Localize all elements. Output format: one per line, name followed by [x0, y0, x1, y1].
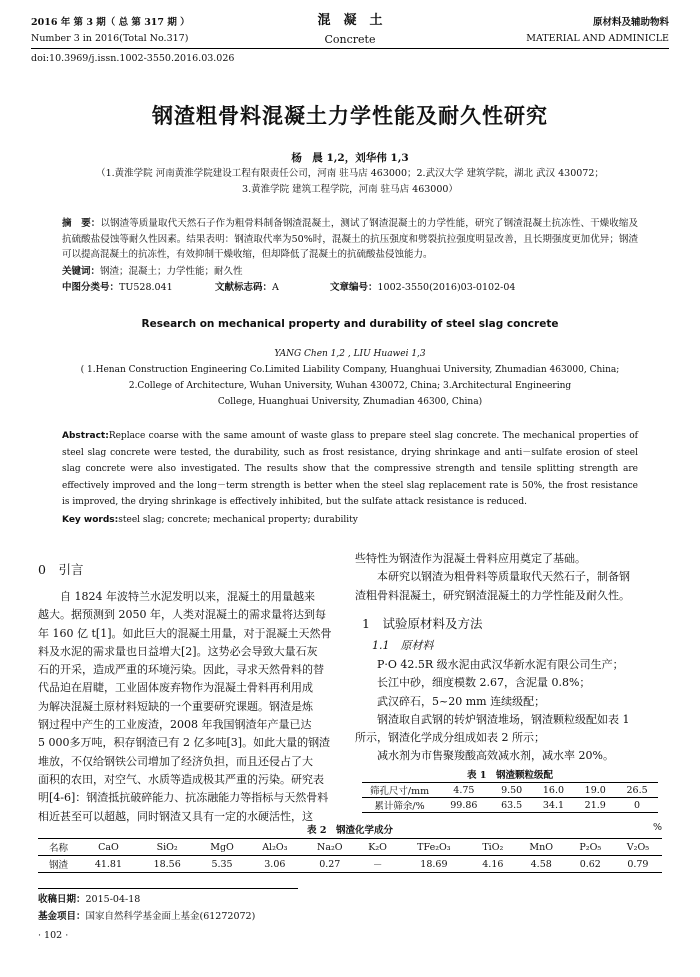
affiliation-cn-2: 3.黄淮学院 建筑工程学院，河南 驻马店 463000）	[242, 184, 458, 195]
section-1-1-heading: 1.1 原材料	[372, 639, 434, 652]
section-0-line: 料及水泥的需求量也日益增大[2]。这势必会导致大量石灰	[38, 644, 318, 658]
material-gravel: 武汉碎石，5~20 mm 连续级配；	[377, 694, 546, 708]
keywords-cn	[62, 264, 638, 280]
journal-issue-en: Number 3 in 2016(Total No.317)	[31, 33, 189, 44]
english-affiliation-2: 2.College of Architecture, Wuhan University, Wuhan 430072, China; 3.Architectural Engineering	[128, 381, 572, 391]
authors-cn: 杨 晨 1,2，刘华伟 1,3	[291, 152, 409, 164]
english-affiliation-3: College, Huanghuai University, Zhumadian 46300, China)	[217, 397, 483, 407]
table-1-cell: 0	[634, 799, 641, 811]
section-0-line: 相近甚至可以超越，同时钢渣又具有一定的水硬活性，这	[38, 809, 313, 823]
table-2-header-cell: MgO	[210, 841, 234, 853]
table-2-header-cell: TFe₂O₃	[417, 841, 451, 853]
table-2-cell: 0.27	[319, 858, 341, 870]
table-2-cell: 5.35	[211, 858, 233, 870]
article-number	[330, 280, 515, 295]
right-line-1: 些特性为钢渣作为混凝土骨料应用奠定了基础。	[355, 552, 586, 565]
abstract-cn-text: 以钢渣等质量取代天然石子作为粗骨料制备钢渣混凝土，测试了钢渣混凝土的力学性能，研究了钢渣混凝土抗冻性、干燥收缩及抗硫酸盐侵蚀等耐久性因素。结果表明：钢渣取代率为50%时，混凝土的抗压强度和劈裂抗拉强度明显改善，且长期强度更加优异；钢渣可以提高混凝土的抗冻性，有效抑制干燥收缩，但却降低了混凝土的抗硫酸盐侵蚀能力。	[62, 218, 638, 260]
english-abstract-label: Abstract:	[62, 431, 109, 441]
table-2-header-cell: 名称	[49, 843, 69, 854]
table-2-header-cell: V₂O₅	[626, 841, 650, 853]
table-2-header-cell: P₂O₅	[579, 841, 602, 853]
fund-label: 基金项目：	[38, 911, 86, 922]
table-1	[362, 782, 658, 813]
english-keywords	[62, 512, 638, 529]
journal-name-cn: 混 凝 土	[317, 13, 383, 28]
table-1-cell: 累计筛余/%	[374, 801, 425, 812]
abstract-cn-label: 摘 要：	[62, 218, 101, 229]
section-0-line: 年 160 亿 t[1]。如此巨大的混凝土用量，对于混凝土天然骨	[38, 626, 332, 640]
table-2-cell: 钢渣	[49, 860, 69, 871]
clc-label: 中图分类号：	[62, 282, 120, 293]
keywords-cn-label: 关键词：	[62, 266, 101, 277]
received-value: 2015-04-18	[85, 894, 141, 905]
right-column-body	[355, 550, 660, 605]
section-0-line: 明[4-6]：钢渣抵抗破碎能力、抗冻融能力等指标与天然骨料	[38, 791, 329, 805]
table-2-cell: 3.06	[264, 858, 286, 870]
english-authors: YANG Chen 1,2 , LIU Huawei 1,3	[274, 349, 426, 359]
section-name-cn: 原材料及辅助物料	[592, 17, 669, 28]
clc-value: TU528.041	[119, 282, 173, 293]
english-keywords-label: Key words:	[62, 515, 119, 525]
fund-value: 国家自然科学基金面上基金(61272072)	[85, 911, 256, 922]
section-name-en: MATERIAL AND ADMINICLE	[526, 33, 669, 44]
table-1-cell: 筛孔尺寸/mm	[369, 786, 430, 797]
table-1-row	[362, 798, 658, 813]
table-2-cell: －	[372, 860, 383, 871]
journal-issue-cn: 2016 年 第 3 期（ 总 第 317 期 ）	[31, 17, 190, 28]
article-number-value: 1002-3550(2016)03-0102-04	[377, 282, 516, 293]
article-number-label: 文章编号：	[330, 282, 378, 293]
section-0-heading: 0 引言	[38, 562, 84, 577]
table-2-header-row	[38, 839, 662, 856]
table-1-cell: 63.5	[501, 799, 523, 811]
section-0-line: 5 000多万吨，积存钢渣已有 2 亿多吨[3]。如此大量的钢渣	[38, 736, 331, 750]
abstract-cn	[62, 216, 638, 263]
section-0-line: 堆放，不仅给钢铁公司增加了经济负担，而且还侵占了大	[38, 754, 313, 768]
clc	[62, 280, 173, 295]
table-1-cell: 9.50	[501, 784, 523, 796]
section-0-line: 石的开采，造成严重的环境污染。因此，寻求天然骨料的替	[38, 663, 324, 677]
section-0-body	[38, 588, 343, 826]
fund	[38, 909, 255, 924]
table-2-cell: 0.62	[579, 858, 601, 870]
section-0-line: 自 1824 年波特兰水泥发明以来，混凝土的用量越来	[60, 590, 315, 603]
keywords-cn-text: 钢渣；混凝土；力学性能；耐久性	[100, 266, 243, 277]
doc-code-value: A	[272, 282, 279, 293]
footnote-rule	[38, 888, 298, 889]
doc-code	[215, 280, 279, 295]
journal-name-en: Concrete	[324, 33, 376, 46]
table-2-header-cell: Al₂O₃	[262, 841, 288, 853]
table-2-cell: 4.58	[530, 858, 552, 870]
materials-list	[355, 656, 660, 766]
table-2-cell: 4.16	[482, 858, 504, 870]
material-sand: 长江中砂，细度模数 2.67，含泥量 0.8%；	[377, 676, 591, 690]
table-1-cell: 21.9	[584, 799, 606, 811]
affiliation-cn-1: （1.黄淮学院 河南黄淮学院建设工程有限责任公司，河南 驻马店 463000；2.武汉大学 建筑学院，湖北 武汉 430072；	[96, 168, 604, 179]
table-1-cell: 16.0	[542, 784, 565, 796]
material-cement: P·O 42.5R 级水泥由武汉华新水泥有限公司生产；	[377, 658, 624, 671]
received-label: 收稿日期：	[38, 894, 86, 905]
table-1-cell: 19.0	[584, 784, 606, 796]
table-2-header-cell: TiO₂	[482, 841, 504, 853]
english-affiliation-1: ( 1.Henan Construction Engineering Co.Limited Liability Company, Huanghuai University, Zhumadian 463000, China;	[80, 365, 620, 375]
table-2-row	[38, 856, 662, 873]
section-0-line: 越大。据预测到 2050 年，人类对混凝土的需求量将达到每	[38, 608, 326, 622]
table-1-cell: 26.5	[626, 784, 648, 796]
english-abstract-text: Replace coarse with the same amount of waste glass to prepare steel slag concrete. The mechanical properties of steel slag concrete were tested, the durability, such as frost resistance, drying shrinkage and anti－sulfate erosion of steel slag concrete were also investigated. The results show that the compressive strength and tensile splitting strength are effectively improved and the long－term strength is better when the steel slag replacement rate is 50%, the frost resistance is improved, the drying shrinkage is effectively inhibited, but the sulfate attack resistance is reduced.	[62, 431, 638, 507]
header-rule	[31, 48, 669, 49]
table-2	[38, 838, 662, 873]
received-date	[38, 892, 140, 907]
material-slag-cont: 所示，钢渣化学成分组成如表 2 所示；	[355, 731, 545, 745]
section-0-line: 代品迫在眉睫，工业固体废弃物作为混凝土骨料再利用成	[38, 681, 313, 695]
table-2-cell: 18.56	[153, 858, 181, 870]
section-0-line: 面积的农田，对空气、水质等造成极其严重的污染。研究表	[38, 772, 324, 786]
table-2-cell: 41.81	[94, 858, 123, 870]
table-1-cell: 99.86	[450, 799, 478, 811]
table-1-cell: 34.1	[542, 799, 565, 811]
material-admixture: 减水剂为市售聚羧酸高效减水剂，减水率 20%。	[377, 749, 614, 763]
table-2-header-cell: SiO₂	[156, 841, 178, 853]
table-2-unit: %	[652, 822, 662, 833]
section-0-line: 钢过程中产生的工业废渣，2008 年我国钢渣年产量已达	[38, 718, 312, 732]
table-2-header-cell: Na₂O	[317, 841, 343, 853]
section-1-heading: 1 试验原材料及方法	[362, 616, 483, 631]
table-2-cell: 18.69	[420, 858, 448, 870]
right-line-3: 渣粗骨料混凝土，研究钢渣混凝土的力学性能及耐久性。	[355, 588, 630, 602]
doc-code-label: 文献标志码：	[215, 282, 273, 293]
section-0-line: 为解决混凝土原材料短缺的一个重要研究课题。钢渣是炼	[38, 699, 313, 713]
english-title: Research on mechanical property and durability of steel slag concrete	[141, 318, 559, 330]
right-line-2: 本研究以钢渣为粗骨料等质量取代天然石子，制备钢	[377, 570, 630, 584]
table-2-caption: 表 2 钢渣化学成分	[307, 825, 393, 836]
material-slag: 钢渣取自武钢的转炉钢渣堆场，钢渣颗粒级配如表 1	[377, 712, 630, 726]
table-2-header-cell: CaO	[98, 841, 119, 853]
table-1-row	[362, 783, 658, 798]
table-1-caption: 表 1 钢渣颗粒级配	[467, 770, 553, 781]
table-1-cell: 4.75	[453, 784, 475, 796]
table-2-header-cell: MnO	[529, 841, 554, 853]
page-number: · 102 ·	[38, 930, 69, 941]
english-abstract	[62, 428, 638, 511]
english-keywords-text: steel slag; concrete; mechanical property; durability	[118, 515, 358, 525]
paper-title: 钢渣粗骨料混凝土力学性能及耐久性研究	[152, 104, 548, 128]
doi: doi:10.3969/j.issn.1002-3550.2016.03.026	[31, 53, 235, 64]
table-2-cell: 0.79	[627, 858, 649, 870]
table-2-header-cell: K₂O	[368, 841, 387, 853]
